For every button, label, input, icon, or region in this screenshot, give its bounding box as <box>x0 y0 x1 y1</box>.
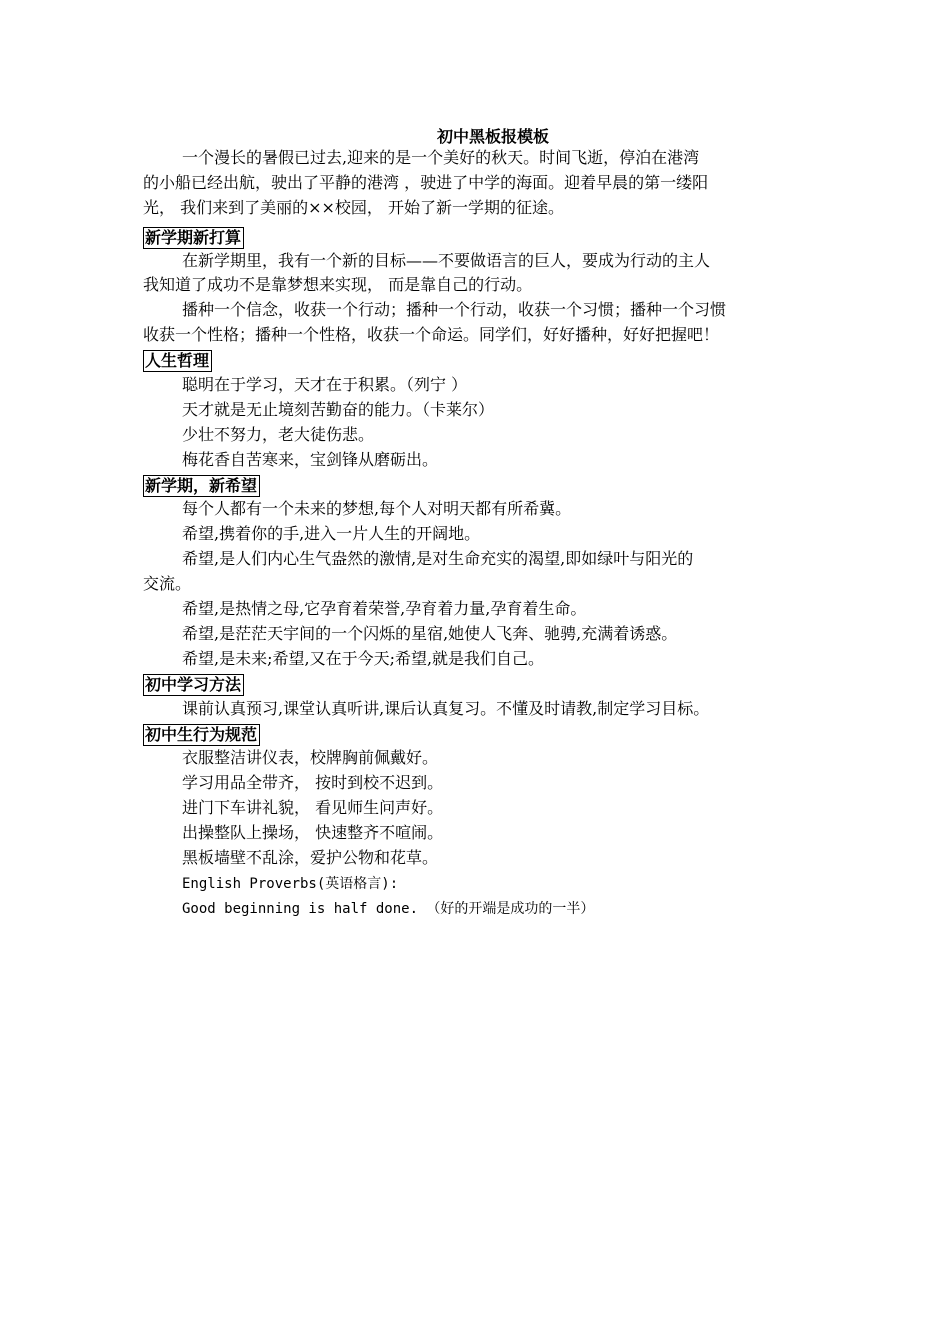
section-line: 学习用品全带齐， 按时到校不迟到。 <box>182 773 444 792</box>
section-line: 希望,是人们内心生气盎然的激情,是对生命充实的渴望,即如绿叶与阳光的 <box>182 549 694 568</box>
section-line: 在新学期里，我有一个新的目标——不要做语言的巨人，要成为行动的主人 <box>182 251 711 270</box>
section-line: 进门下车讲礼貌， 看见师生问声好。 <box>182 798 444 817</box>
section-line: 希望,是热情之母,它孕育着荣誉,孕育着力量,孕育着生命。 <box>182 599 587 618</box>
english-proverb: Good beginning is half done. （好的开端是成功的一半） <box>182 901 595 917</box>
section-line: 梅花香自苦寒来，宝剑锋从磨砺出。 <box>182 450 439 469</box>
page-title: 初中黑板报模板 <box>436 127 549 146</box>
section-line: 希望,是未来;希望,又在于今天;希望,就是我们自己。 <box>182 649 545 668</box>
section-line: 播种一个信念，收获一个行动；播种一个行动，收获一个习惯；播种一个习惯 <box>182 300 727 319</box>
intro-line: 光， 我们来到了美丽的××校园， 开始了新一学期的征途。 <box>143 198 564 217</box>
section-line: 出操整队上操场， 快速整齐不喧闹。 <box>182 823 444 842</box>
section-line: 收获一个性格；播种一个性格，收获一个命运。同学们，好好播种，好好把握吧！ <box>143 325 720 344</box>
intro-line: 的小船已经出航，驶出了平静的港湾 ，驶进了中学的海面。迎着早晨的第一缕阳 <box>143 173 709 192</box>
section-heading-new-hope: 新学期，新希望 <box>143 475 260 497</box>
section-heading-life-philosophy: 人生哲理 <box>143 350 212 372</box>
section-line: 少壮不努力，老大徒伤悲。 <box>182 425 375 444</box>
section-line: 交流。 <box>143 574 192 593</box>
intro-line: 一个漫长的暑假已过去,迎来的是一个美好的秋天。时间飞逝，停泊在港湾 <box>182 148 700 167</box>
section-heading-code-of-conduct: 初中生行为规范 <box>143 724 260 746</box>
section-line: 天才就是无止境刻苦勤奋的能力。（卡莱尔） <box>182 400 495 419</box>
section-heading-new-term-plan: 新学期新打算 <box>143 227 244 249</box>
section-line: 希望,携着你的手,进入一片人生的开阔地。 <box>182 524 481 543</box>
section-line: 我知道了成功不是靠梦想来实现， 而是靠自己的行动。 <box>143 275 533 294</box>
section-line: 衣服整洁讲仪表，校牌胸前佩戴好。 <box>182 748 439 767</box>
section-line: 聪明在于学习，天才在于积累。（列宁 ） <box>182 375 468 394</box>
section-line: 希望,是茫茫天宇间的一个闪烁的星宿,她使人飞奔、驰骋,充满着诱惑。 <box>182 624 678 643</box>
english-proverbs-label: English Proverbs(英语格言): <box>182 876 399 892</box>
section-heading-study-method: 初中学习方法 <box>143 674 244 696</box>
section-line: 每个人都有一个未来的梦想,每个人对明天都有所希冀。 <box>182 499 572 518</box>
section-line: 黑板墙壁不乱涂，爱护公物和花草。 <box>182 848 439 867</box>
section-line: 课前认真预习,课堂认真听讲,课后认真复习。不懂及时请教,制定学习目标。 <box>182 699 710 718</box>
